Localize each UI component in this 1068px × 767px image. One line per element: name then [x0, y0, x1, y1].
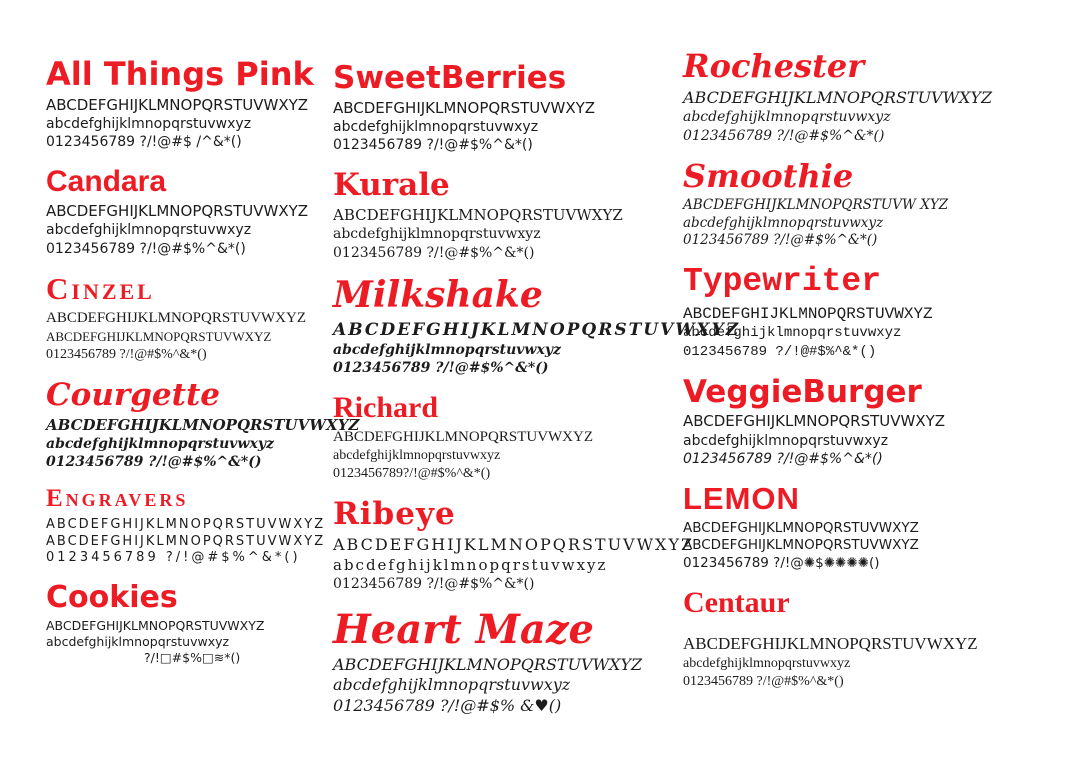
- font-title: Richard: [333, 391, 438, 425]
- uppercase-line: ABCDEFGHIJKLMNOPQRSTUVWXYZ: [683, 412, 946, 431]
- font-specimen-milkshake: [333, 273, 741, 377]
- font-specimen-smoothie: [683, 156, 1013, 250]
- font-title: Courgette: [46, 376, 220, 413]
- font-specimen-typewriter: [683, 265, 1013, 361]
- uppercase-line: ABCDEFGHIJKLMNOPQRSTUVWXYZ: [333, 535, 695, 555]
- symbols-line: 0123456789 ?/!@#$%^&*(): [683, 674, 844, 690]
- specimen-column-3: [683, 47, 1013, 706]
- uppercase-line: ABCDEFGHIJKLMNOPQRSTUVWXYZ: [683, 519, 919, 536]
- font-specimen-lemon: [683, 483, 1013, 572]
- symbols-line: 0123456789 ?/!@#$%^&*(): [683, 451, 883, 468]
- symbols-line: 0123456789 ?/!@#$%^&*(): [333, 359, 549, 376]
- lowercase-line: abcdefghijklmnopqrstuvwxyz: [683, 432, 889, 449]
- symbols-line: 0123456789 ?/!@#$%^&*(): [46, 346, 207, 362]
- font-specimen-heart-maze: [333, 605, 678, 717]
- font-title: Ribeye: [333, 496, 456, 533]
- specimen-column-1: [46, 55, 360, 682]
- font-specimen-ribeye: [333, 496, 695, 593]
- font-title: Typewriter: [683, 263, 882, 300]
- font-specimen-rochester: [683, 47, 1013, 145]
- uppercase-line: ABCDEFGHIJKLMNOPQRSTUVWXYZ: [46, 95, 309, 114]
- uppercase-line: ABCDEFGHIJKLMNOPQRSTUVWXYZ: [333, 98, 596, 117]
- lowercase-line: ABCDEFGHIJKLMNOPQRSTUVWXYZ: [46, 328, 272, 344]
- lowercase-line: abcdefghijklmnopqrstuvwxyz: [683, 656, 851, 672]
- font-title: Milkshake: [333, 273, 543, 316]
- lowercase-line: abcdefghijklmnopqrstuvwxyz: [46, 222, 252, 239]
- font-title: Smoothie: [683, 156, 854, 195]
- lowercase-line: abcdefghijklmnopqrstuvwxyz: [46, 634, 230, 650]
- lowercase-line: abcdefghijklmnopqrstuvwxyz: [333, 675, 571, 695]
- font-specimen-candara: [46, 166, 336, 257]
- font-title: Heart Maze: [333, 605, 594, 653]
- font-title: Engravers: [46, 485, 189, 513]
- symbols-line: 0123456789 ?/!@#$%^&*(): [333, 244, 535, 261]
- font-title: SweetBerries: [333, 60, 567, 96]
- uppercase-line: ABCDEFGHIJKLMNOPQRSTUVWXYZ: [333, 428, 594, 445]
- font-specimen-engravers: [46, 486, 336, 567]
- uppercase-line: ABCDEFGHIJKLMNOPQRSTUVWXYZ: [46, 516, 326, 532]
- font-specimen-centaur: [683, 587, 1013, 691]
- symbols-line: 0123456789 ?/!@#$%^&*(): [46, 454, 262, 471]
- lowercase-line: abcdefghijklmnopqrstuvwxyz: [333, 119, 539, 136]
- symbols-line: 0123456789 ?/!@#$%^&*(): [46, 550, 301, 566]
- lowercase-line: abcdefghijklmnopqrstuvwxyz: [683, 214, 884, 231]
- font-specimen-cinzel: [46, 270, 336, 364]
- symbols-line: 0123456789 ?/!@#$ /^&*(): [46, 134, 242, 151]
- lowercase-line: abcdefghijklmnopqrstuvwxyz: [46, 436, 274, 453]
- symbols-line: 0123456789 ?/!@#$%^&*(): [333, 137, 533, 154]
- lowercase-line: ABCDEFGHIJKLMNOPQRSTUVWXYZ: [683, 537, 919, 554]
- uppercase-line: ABCDEFGHIJKLMNOPQRSTUVWXYZ: [333, 319, 741, 340]
- font-specimen-courgette: [46, 376, 360, 471]
- symbols-line: ?/!□#$%□≋*(): [144, 650, 241, 666]
- font-title: LEMON: [683, 481, 800, 517]
- symbols-line: 0123456789 ?/!@✺$✺✺✺✺(): [683, 554, 880, 571]
- symbols-line: 0123456789 ?/!@#$%^&*(): [683, 232, 878, 249]
- lowercase-line: abcdefghijklmnopqrstuvwxyz: [333, 448, 501, 464]
- lowercase-line: ABCDEFGHIJKLMNOPQRSTUVWXYZ: [46, 533, 326, 549]
- uppercase-line: ABCDEFGHIJKLMNOPQRSTUVW XYZ: [683, 197, 949, 214]
- lowercase-line: abcdefghijklmnopqrstuvwxyz: [333, 341, 561, 358]
- font-title: All Things Pink: [46, 55, 314, 93]
- font-specimen-all-things-pink: [46, 55, 336, 151]
- lowercase-line: abcdefghijklmnopqrstuvwxyz: [333, 226, 541, 243]
- font-specimen-kurale: [333, 169, 678, 261]
- uppercase-line: ABCDEFGHIJKLMNOPQRSTUVWXYZ: [46, 201, 309, 220]
- font-specimen-sweetberries: [333, 62, 678, 154]
- font-specimen-cookies: [46, 582, 336, 666]
- uppercase-line: ABCDEFGHIJKLMNOPQRSTUVWXYZ: [46, 415, 360, 434]
- font-title: VeggieBurger: [683, 373, 922, 410]
- symbols-line: 0123456789 ?/!@#$%^&*(): [683, 343, 877, 360]
- lowercase-line: abcdefghijklmnopqrstuvwxyz: [46, 116, 252, 133]
- symbols-line: 0123456789 ?/!@#$% &♥(): [333, 696, 562, 716]
- font-title: Rochester: [683, 47, 865, 85]
- uppercase-line: ABCDEFGHIJKLMNOPQRSTUVWXYZ: [683, 304, 933, 323]
- symbols-line: 0123456789?/!@#$%^&*(): [333, 466, 491, 482]
- font-title: Cinzel: [46, 270, 155, 306]
- font-title: Kurale: [333, 167, 450, 204]
- lowercase-line: abcdefghijklmnopqrstuvwxyz: [333, 555, 608, 574]
- font-title: Candara: [46, 165, 167, 199]
- uppercase-line: ABCDEFGHIJKLMNOPQRSTUVWXYZ: [333, 654, 643, 674]
- font-title: Cookies: [46, 580, 178, 616]
- uppercase-line: ABCDEFGHIJKLMNOPQRSTUVWXYZ: [333, 205, 623, 224]
- font-title: Centaur: [683, 586, 790, 620]
- uppercase-line: ABCDEFGHIJKLMNOPQRSTUVWXYZ: [46, 617, 265, 633]
- symbols-line: 0123456789 ?/!@#$%^&*(): [333, 576, 535, 593]
- lowercase-line: abcdefghijklmnopqrstuvwxyz: [683, 109, 891, 126]
- uppercase-line: ABCDEFGHIJKLMNOPQRSTUVWXYZ: [46, 310, 307, 327]
- font-specimen-richard: [333, 392, 678, 483]
- symbols-line: 0123456789 ?/!@#$%^&*(): [683, 127, 885, 144]
- uppercase-line: ABCDEFGHIJKLMNOPQRSTUVWXYZ: [683, 633, 978, 653]
- symbols-line: 0123456789 ?/!@#$%^&*(): [46, 240, 246, 257]
- font-specimen-veggieburger: [683, 373, 1013, 468]
- lowercase-line: abcdefghijklmnopqrstuvwxyz: [683, 325, 902, 342]
- uppercase-line: ABCDEFGHIJKLMNOPQRSTUVWXYZ: [683, 87, 993, 107]
